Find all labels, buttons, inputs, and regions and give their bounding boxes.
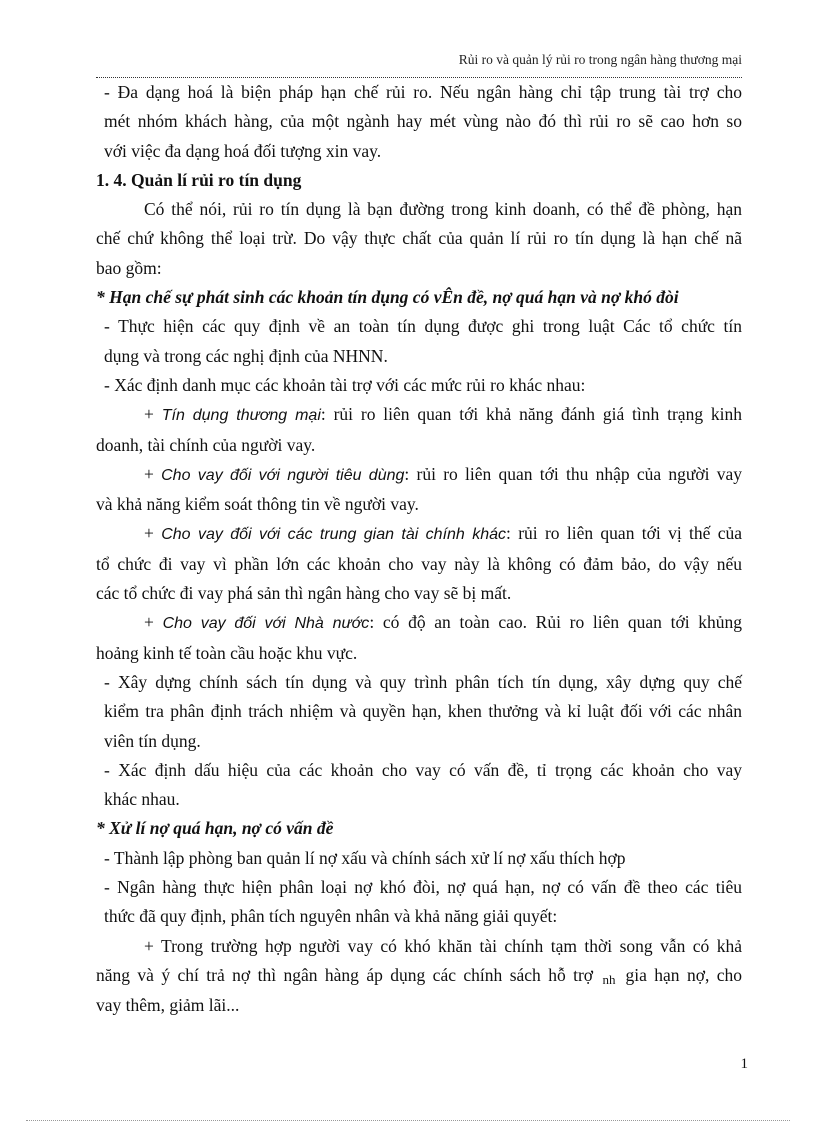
paragraph-diversification: - Đa dạng hoá là biện pháp hạn chế rủi ro. Nếu ngân hàng chỉ tập trung tài trợ cho mét nhóm khách hàng, của một ngành hay mét vùng nào đó thì rủi ro sẽ cao hơn so với việc đa dạng hoá đối tượng xin vay.	[104, 82, 742, 161]
paragraph-trade-credit: + Tín dụng thương mại: rủi ro liên quan tới khả năng đánh giá tình trạng kinh doanh, tài chính của người vay.	[96, 404, 743, 455]
paragraph-portfolio: - Xác định danh mục các khoản tài trợ với các mức rủi ro khác nhau:	[104, 374, 586, 395]
subheading-bad-debt: * Xử lí nợ quá hạn, nợ có vấn đề	[96, 818, 334, 839]
subheading-limit-risk: * Hạn chế sự phát sinh các khoản tín dụng có vÊn đề, nợ quá hạn và nợ khó đòi	[96, 287, 679, 308]
page-number: 1	[740, 1056, 748, 1072]
term-consumer-loans: Cho vay đối với người tiêu dùng	[161, 466, 405, 484]
paragraph-intro: Có thể nói, rủi ro tín dụng là bạn đường trong kinh doanh, có thể đề phòng, hạn chế chứ không thể loại trừ. Do vậy thực chất của quản lí rủi ro tín dụng là hạn chế nã bao gồm:	[96, 199, 742, 278]
paragraph-consumer-loans: + Cho vay đối với người tiêu dùng: rủi ro liên quan tới thu nhập của người vay và khả năng kiểm soát thông tin về người vay.	[96, 463, 743, 515]
term-trade-credit: Tín dụng thương mại	[161, 407, 321, 425]
paragraph-warning-signs: - Xác định dấu hiệu của các khoản cho vay có vấn đề, tỉ trọng các khoản cho vay khác nhau.	[104, 759, 742, 810]
paragraph-bad-debt-unit: - Thành lập phòng ban quản lí nợ xấu và chính sách xử lí nợ xấu thích hợp	[104, 847, 626, 868]
paragraph-regulations: - Thực hiện các quy định về an toàn tín dụng được ghi trong luật Các tổ chức tín dụng và trong các nghị định của NHNN.	[104, 316, 742, 366]
paragraph-credit-policy: - Xây dựng chính sách tín dụng và quy trình phân tích tín dụng, xây dựng quy chế kiểm tra phân định trách nhiệm và quyền hạn, khen thưởng và kỉ luật đối với các nhân viên tín dụng.	[104, 671, 742, 751]
paragraph-debt-classification: - Ngân hàng thực hiện phân loại nợ khó đòi, nợ quá hạn, nợ có vấn đề theo các tiêu thức đã quy định, phân tích nguyên nhân và khả năng giải quyết:	[104, 877, 742, 927]
paragraph-temporary-difficulty: + Trong trường hợp người vay có khó khăn tài chính tạm thời song vẫn có khả năng và ý chí trả nợ thì ngân hàng áp dụng các chính sách hỗ trợ nh gia hạn nợ, cho vay thêm, giảm lãi...	[96, 935, 743, 1016]
term-state-loans: Cho vay đối với Nhà nước	[162, 615, 370, 633]
footer-divider	[26, 1120, 790, 1121]
paragraph-state-loans: + Cho vay đối với Nhà nước: có độ an toàn cao. Rủi ro liên quan tới khủng hoảng kinh tế toàn cầu hoặc khu vực.	[96, 612, 743, 663]
term-financial-intermediaries: Cho vay đối với các trung gian tài chính khác	[161, 526, 507, 544]
running-header: Rủi ro và quản lý rủi ro trong ngân hàng thương mại	[458, 52, 742, 67]
small-text-fragment: nh	[602, 971, 616, 987]
section-heading: 1. 4. Quản lí rủi ro tín dụng	[96, 169, 302, 190]
page-body	[96, 78, 742, 1021]
paragraph-financial-intermediaries: + Cho vay đối với các trung gian tài chính khác: rủi ro liên quan tới vị thế của tổ chức đi vay vì phần lớn các khoản cho vay này là không có đảm bảo, do vậy nếu các tổ chức đi vay phá sản thì ngân hàng cho vay sẽ bị mất.	[96, 523, 742, 604]
